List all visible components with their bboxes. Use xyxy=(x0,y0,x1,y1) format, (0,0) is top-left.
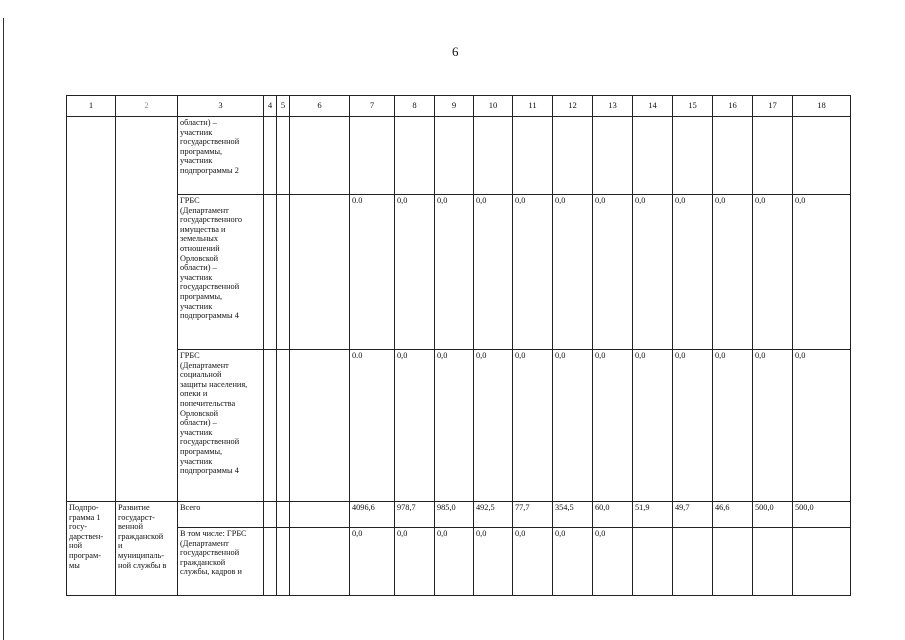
value-cell-text: 500,0 xyxy=(795,503,814,512)
value-cell xyxy=(513,528,553,596)
value-cell xyxy=(713,117,753,195)
value-cell xyxy=(713,528,753,596)
col6-cell xyxy=(290,350,350,502)
value-cell xyxy=(593,195,633,350)
header-cell: 5 xyxy=(277,96,290,117)
header-cell: 9 xyxy=(435,96,474,117)
value-cell xyxy=(633,502,673,528)
value-cell-text: 0,0 xyxy=(595,529,606,538)
value-cell-text: 0,0 xyxy=(555,529,566,538)
value-cell-text: 0,0 xyxy=(476,196,487,205)
col2-cell-text: Развитие государст- венной гражданской и муниципаль- ной службы в xyxy=(118,503,167,570)
value-cell xyxy=(593,350,633,502)
value-cell-text: 51,9 xyxy=(635,503,650,512)
page-number: 6 xyxy=(452,44,459,59)
col3-cell xyxy=(178,117,264,195)
table-row xyxy=(67,195,851,350)
col6-cell xyxy=(290,195,350,350)
col3-cell xyxy=(178,350,264,502)
col3-cell xyxy=(178,195,264,350)
header-cell: 16 xyxy=(713,96,753,117)
value-cell xyxy=(673,502,713,528)
value-cell-text: 0,0 xyxy=(476,529,487,538)
value-cell-text: 0,0 xyxy=(397,351,408,360)
col4-cell xyxy=(264,502,277,528)
value-cell-text: 0,0 xyxy=(715,196,726,205)
col2-cell xyxy=(116,117,178,502)
value-cell xyxy=(673,195,713,350)
col6-cell xyxy=(290,528,350,596)
header-cell: 10 xyxy=(474,96,513,117)
value-cell-text: 60,0 xyxy=(595,503,610,512)
col3-cell-text: Всего xyxy=(180,503,201,512)
value-cell-text: 77,7 xyxy=(515,503,530,512)
value-cell-text: 0,0 xyxy=(635,196,646,205)
value-cell xyxy=(474,502,513,528)
table-row xyxy=(67,502,851,528)
value-cell-text: 49,7 xyxy=(675,503,690,512)
value-cell xyxy=(350,528,395,596)
value-cell-text: 985,0 xyxy=(437,503,456,512)
value-cell-text: 492,5 xyxy=(476,503,495,512)
value-cell xyxy=(435,528,474,596)
budget-table xyxy=(66,95,851,596)
col6-cell xyxy=(290,117,350,195)
page-left-edge xyxy=(3,18,4,640)
value-cell xyxy=(753,350,793,502)
value-cell-text: 0,0 xyxy=(795,351,806,360)
header-cell: 17 xyxy=(753,96,793,117)
value-cell xyxy=(793,502,851,528)
value-cell xyxy=(435,117,474,195)
col2-cell xyxy=(116,502,178,596)
value-cell xyxy=(350,350,395,502)
col1-cell xyxy=(67,117,116,502)
value-cell-text: 0,0 xyxy=(437,529,448,538)
value-cell xyxy=(633,117,673,195)
header-cell: 15 xyxy=(673,96,713,117)
value-cell xyxy=(753,195,793,350)
value-cell-text: 354,5 xyxy=(555,503,574,512)
value-cell xyxy=(713,350,753,502)
col3-cell xyxy=(178,528,264,596)
value-cell xyxy=(553,350,593,502)
header-cell: 12 xyxy=(553,96,593,117)
value-cell-text: 0,0 xyxy=(515,529,526,538)
value-cell xyxy=(793,117,851,195)
header-cell: 14 xyxy=(633,96,673,117)
value-cell xyxy=(593,117,633,195)
value-cell-text: 0,0 xyxy=(397,196,408,205)
value-cell xyxy=(435,350,474,502)
value-cell-text: 0,0 xyxy=(635,351,646,360)
value-cell xyxy=(753,117,793,195)
col3-cell-text: В том числе: ГРБС (Департамент государственной гражданской службы, кадров и xyxy=(180,529,247,577)
value-cell xyxy=(474,195,513,350)
value-cell xyxy=(673,350,713,502)
col4-cell xyxy=(264,528,277,596)
header-cell: 7 xyxy=(350,96,395,117)
value-cell-text: 0,0 xyxy=(352,529,363,538)
col5-cell xyxy=(277,502,290,528)
value-cell xyxy=(553,117,593,195)
value-cell-text: 0,0 xyxy=(555,196,566,205)
header-cell: 6 xyxy=(290,96,350,117)
col3-cell-text: ГРБС (Департамент социальной защиты населения, опеки и попечительства Орловской области) – участник государственной программы, участник подпрограммы 4 xyxy=(180,351,248,476)
value-cell xyxy=(395,350,435,502)
table-header-row xyxy=(67,96,851,117)
value-cell xyxy=(350,195,395,350)
value-cell xyxy=(673,117,713,195)
value-cell xyxy=(513,195,553,350)
header-cell: 1 xyxy=(67,96,116,117)
value-cell xyxy=(435,195,474,350)
value-cell xyxy=(713,195,753,350)
value-cell xyxy=(793,195,851,350)
value-cell-text: 0,0 xyxy=(437,196,448,205)
value-cell xyxy=(513,117,553,195)
value-cell-text: 0,0 xyxy=(795,196,806,205)
value-cell xyxy=(395,528,435,596)
value-cell-text: 0.0 xyxy=(352,196,363,205)
value-cell-text: 0,0 xyxy=(595,196,606,205)
value-cell xyxy=(753,502,793,528)
value-cell-text: 46,6 xyxy=(715,503,730,512)
value-cell-text: 0,0 xyxy=(715,351,726,360)
value-cell-text: 0,0 xyxy=(397,529,408,538)
header-cell: 18 xyxy=(793,96,851,117)
value-cell xyxy=(513,502,553,528)
value-cell xyxy=(553,502,593,528)
value-cell xyxy=(713,502,753,528)
col5-cell xyxy=(277,350,290,502)
value-cell xyxy=(435,502,474,528)
value-cell xyxy=(513,350,553,502)
col3-cell xyxy=(178,502,264,528)
value-cell xyxy=(474,528,513,596)
value-cell-text: 0,0 xyxy=(515,196,526,205)
value-cell xyxy=(633,528,673,596)
value-cell-text: 0,0 xyxy=(755,196,766,205)
col4-cell xyxy=(264,350,277,502)
header-cell: 2 xyxy=(116,96,178,117)
value-cell-text: 0,0 xyxy=(437,351,448,360)
header-cell: 13 xyxy=(593,96,633,117)
col1-cell-text: Подпро- грамма 1 госу- дарствен- ной програм- мы xyxy=(69,503,104,570)
value-cell-text: 4096,6 xyxy=(352,503,375,512)
col5-cell xyxy=(277,117,290,195)
table-row xyxy=(67,117,851,195)
value-cell xyxy=(395,117,435,195)
col3-cell-text: ГРБС (Департамент государственного имущества и земельных отношений Орловской области) – участник государственной программы, участник подпрограммы 4 xyxy=(180,196,243,321)
value-cell-text: 0,0 xyxy=(515,351,526,360)
value-cell-text: 978,7 xyxy=(397,503,416,512)
value-cell xyxy=(593,502,633,528)
value-cell xyxy=(553,528,593,596)
value-cell-text: 0,0 xyxy=(555,351,566,360)
col4-cell xyxy=(264,117,277,195)
table-row xyxy=(67,528,851,596)
value-cell xyxy=(395,195,435,350)
value-cell xyxy=(793,528,851,596)
value-cell-text: 0,0 xyxy=(595,351,606,360)
value-cell xyxy=(633,350,673,502)
value-cell-text: 0,0 xyxy=(755,351,766,360)
value-cell xyxy=(350,502,395,528)
header-cell: 3 xyxy=(178,96,264,117)
value-cell-text: 0,0 xyxy=(675,351,686,360)
table-row xyxy=(67,350,851,502)
value-cell xyxy=(753,528,793,596)
col1-cell xyxy=(67,502,116,596)
value-cell xyxy=(633,195,673,350)
value-cell-text: 0,0 xyxy=(675,196,686,205)
value-cell xyxy=(474,117,513,195)
value-cell-text: 500,0 xyxy=(755,503,774,512)
value-cell-text: 0,0 xyxy=(476,351,487,360)
header-cell: 4 xyxy=(264,96,277,117)
col3-cell-text: областн) – участник государственной программы, участник подпрограммы 2 xyxy=(180,118,240,175)
col5-cell xyxy=(277,528,290,596)
value-cell xyxy=(350,117,395,195)
value-cell xyxy=(553,195,593,350)
value-cell-text: 0.0 xyxy=(352,351,363,360)
header-cell: 11 xyxy=(513,96,553,117)
col4-cell xyxy=(264,195,277,350)
table-body xyxy=(67,117,851,596)
col5-cell xyxy=(277,195,290,350)
value-cell xyxy=(793,350,851,502)
value-cell xyxy=(673,528,713,596)
col6-cell xyxy=(290,502,350,528)
header-cell: 8 xyxy=(395,96,435,117)
value-cell xyxy=(395,502,435,528)
value-cell xyxy=(474,350,513,502)
value-cell xyxy=(593,528,633,596)
